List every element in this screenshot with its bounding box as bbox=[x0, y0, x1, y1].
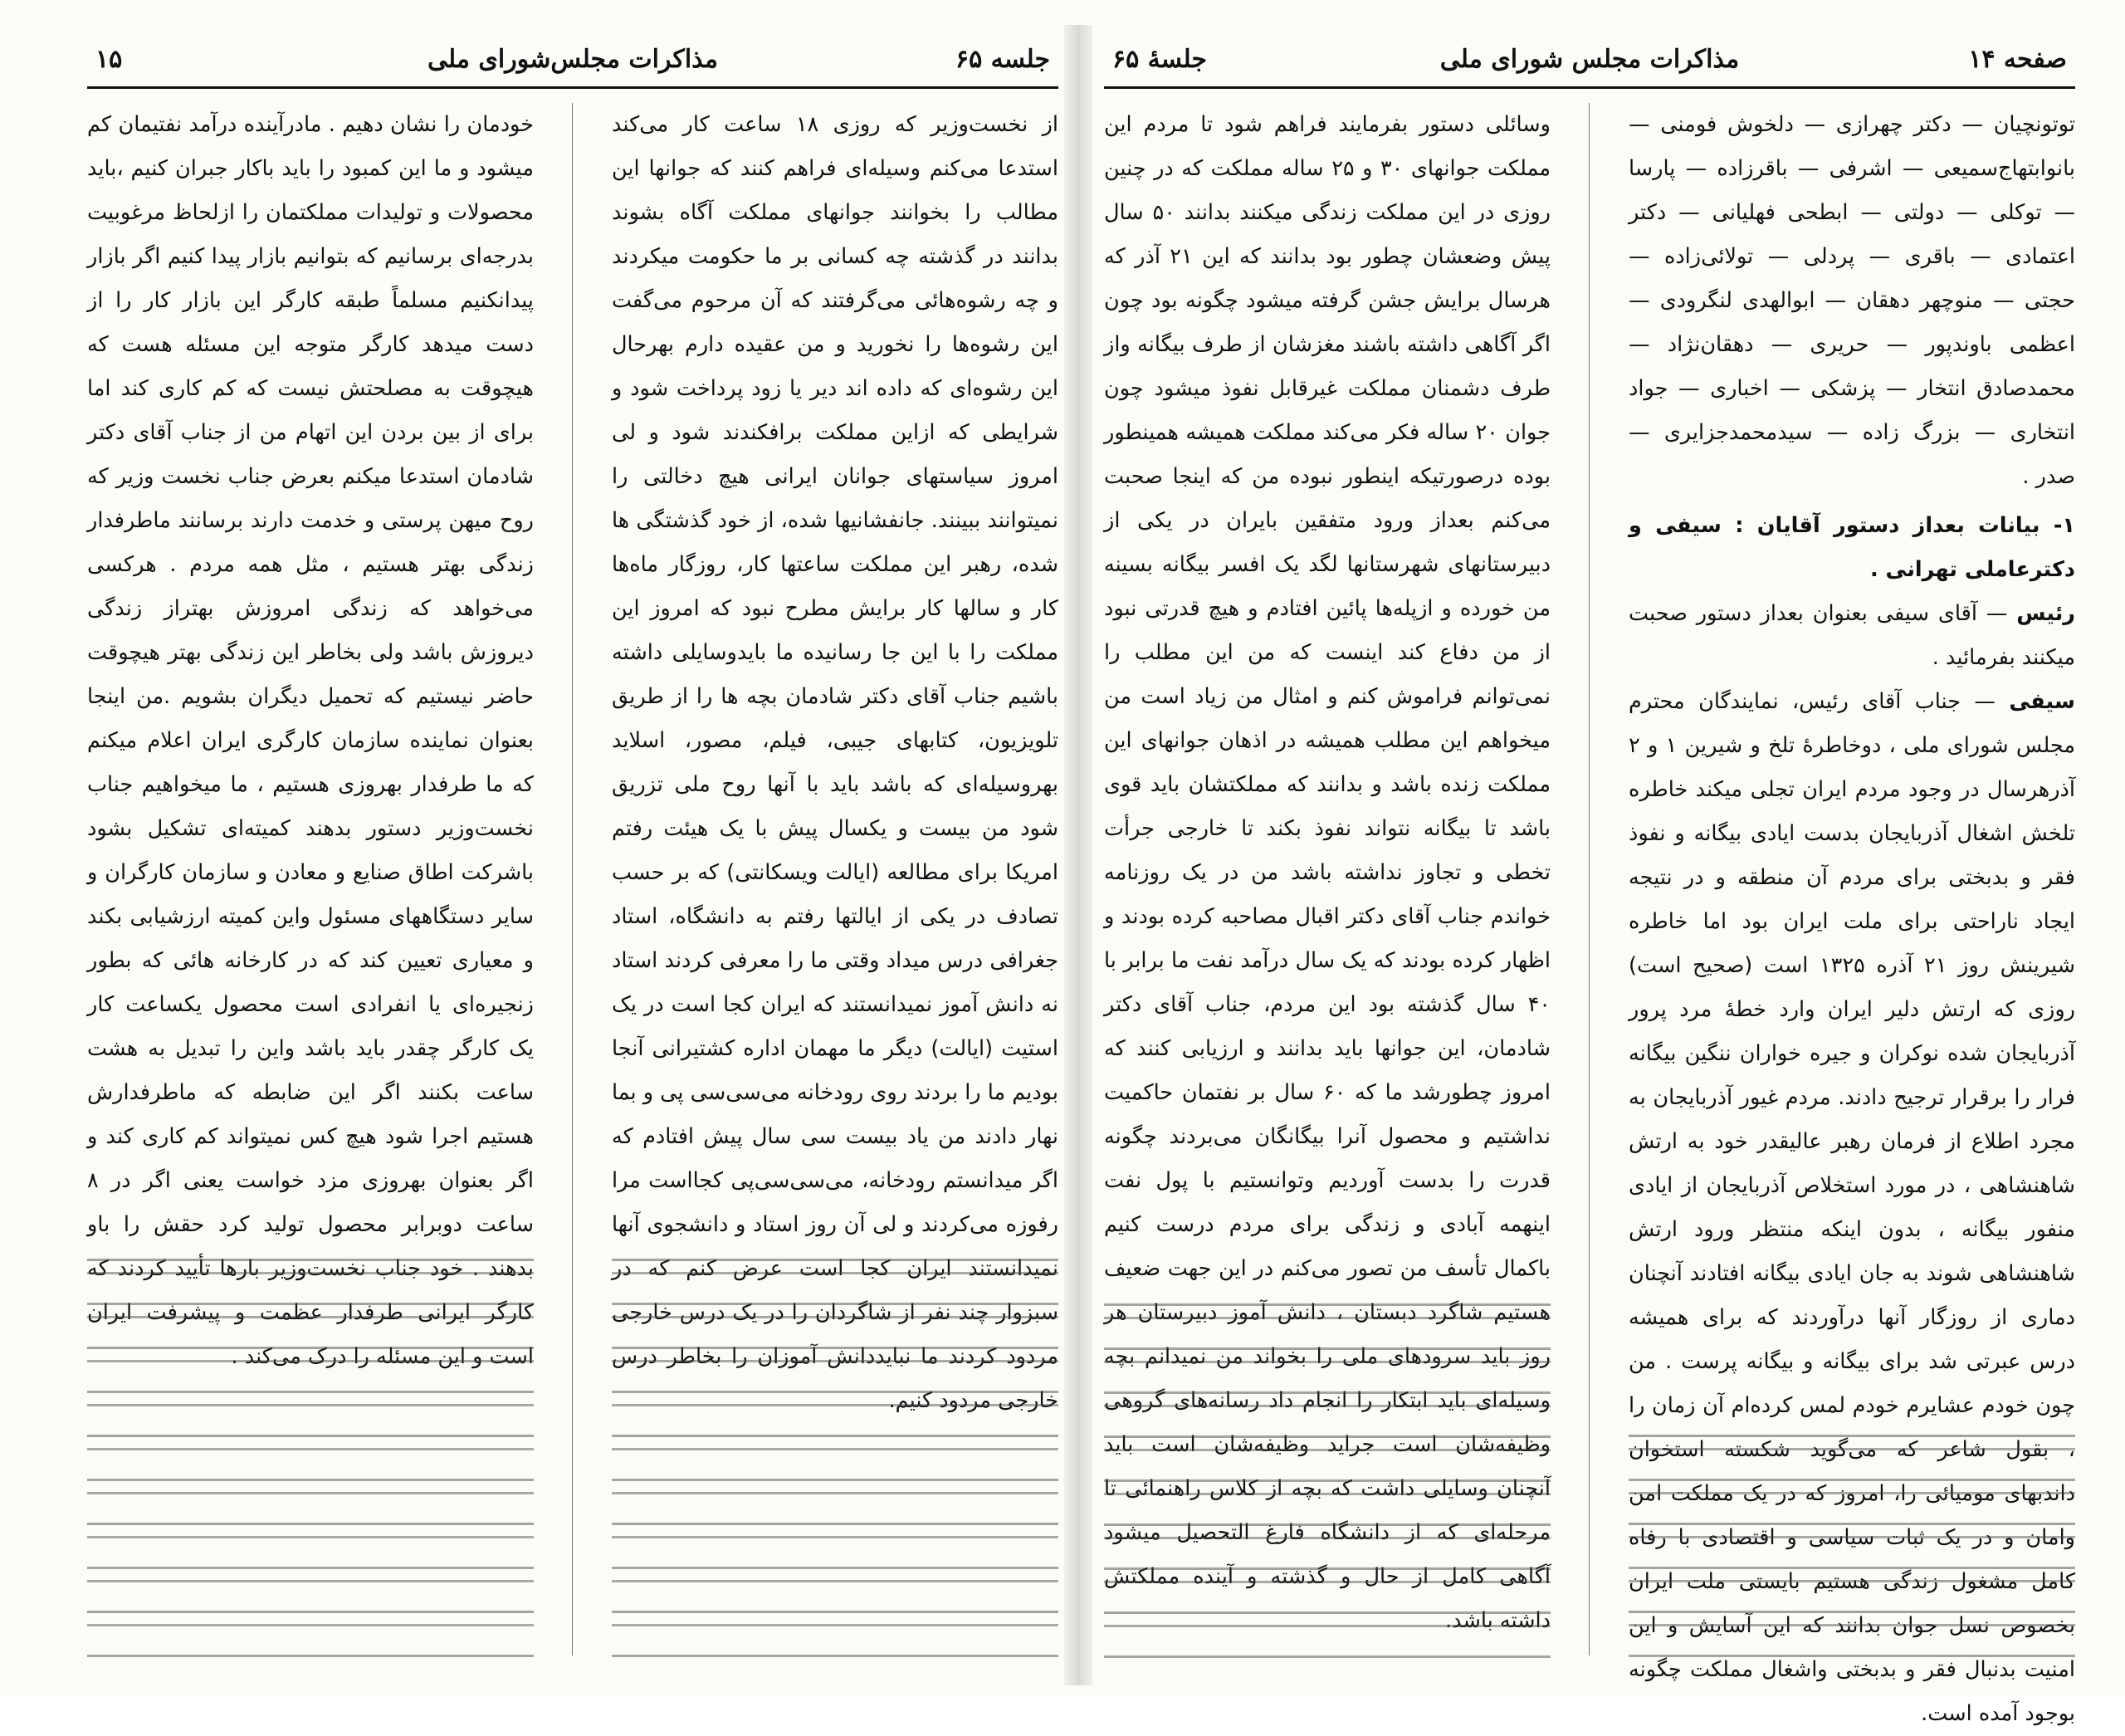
text-paragraph: وسائلی دستور بفرمایند فراهم شود تا مردم این مملکت جوانهای ۳۰ و ۲۵ ساله مملکت که در چنین روزی در این مملکت زندگی میکنند بدانند ۵۰ سال پیش وضعشان چطور بود بدانند که این ۲۱ آذر که هرسال برایش جشن گرفته میشود چگونه بود چون اگر آگاهی داشته باشند مغزشان از طرف بیگانه واز طرف دشمنان مملکت غیرقابل نفوذ میشود چون جوان ۲۰ ساله فکر می‌کند مملکت همیشه همینطور بوده درصورتیکه اینطور نبوده من که اینجا صحبت می‌کنم بعداز ورود متفقین بایران در یکی از دبیرستانهای شهرستانها لگد یک افسر بیگانه بسینه من خورده و ازپله‌ها پائین افتادم و هیچ قدرتی نبود از من دفاع کند اینست که من این مطلب را نمی‌توانم فراموش کنم و امثال من زیاد است من میخواهم این مطلب همیشه در اذهان جوانهای این مملکت زنده باشد و بدانند که مملکتشان باید قوی باشد تا بیگانه نتواند نفوذ بکند تا خارجی جرأت تخطی و تجاوز نداشته باشد من در یک روزنامه خواندم جناب آقای دکتر اقبال مصاحبه کرده بودند و اظهار کرده بودند که یک سال درآمد نفت ما برابر با ۴۰ سال گذشته بود این مردم، جناب آقای دکتر شادمان، این جوانها باید بدانند و ارزیابی کنند که امروز چطورشد ما که ۶۰ سال بر نفتمان حاکمیت نداشتیم و محصول آنرا بیگانگان می‌بردند چگونه قدرت را بدست آوردیم وتوانستیم با پول نفت اینهمه آبادی و زندگی برای مردم درست کنیم باکمال تأسف من تصور می‌کنم در این جهت ضعیف هستیم شاگرد دبستان ، دانش آموز دبیرستان هر روز باید سرودهای ملی را بخواند من نمیدانم بچه وسیله‌ای باید ابتکار را انجام داد رسانه‌های گروهی وظیفه‌شان است جراید وظیفه‌شان است باید آنچنان وسایلی داشت که بچه از کلاس راهنمائی تا مرحله‌ای که از دانشگاه فارغ التحصیل میشود آگاهی کامل از حال و گذشته و آینده مملکتش داشته باشد. bbox=[1104, 112, 1551, 1633]
left-page-title: مذاکرات مجلس‌شورای ملی bbox=[427, 45, 718, 74]
speaker-name: سیفی bbox=[2009, 689, 2075, 714]
speech-paragraph bbox=[1629, 592, 2075, 680]
speech-text: — جناب آقای رئیس، نمایندگان محترم مجلس شورای ملی ، دوخاطرهٔ تلخ و شیرین ۱ و ۲ آذرهرسال در وجود مردم ایران تجلی میکند خاطره تلخش اشغال آذربایجان بدست ایادی بیگانه و نفوذ فقر و بدبختی برای مردم آن منطقه و در نتیجه ایجاد ناراحتی برای ملت ایران بود اما خاطره شیرینش روز ۲۱ آذره ۱۳۲۵ است (صحیح است) روزی که ارتش دلیر ایران وارد خطهٔ مرد پرور آذربایجان شده نوکران و جیره خواران ننگین بیگانه فرار را برقرار ترجیح دادند. مردم غیور آذربایجان به مجرد اطلاع از فرمان رهبر عالیقدر خود به ارتش شاهنشاهی ، در مورد استخلاص آذربایجان از ایادی منفور بیگانه ، بدون اینکه منتظر ورود ارتش شاهنشاهی شوند به جان ایادی بیگانه افتادند آنچنان دماری از روزگار آنها درآوردند که برای همیشه درس عبرتی شد برای بیگانه و بیگانه پرست . من چون خودم عشایرم خودم لمس کرده‌ام آن زمان را ، بقول شاعر که می‌گوید شکسته استخوان داندبهای مومیائی را، امروز که در یک مملکت امن وامان و در یک ثبات سیاسی و اقتصادی با رفاه کامل مشغول زندگی هستیم بایستی ملت ایران بخصوص نسل جوان بدانند که این آسایش و این امنیت بدنبال فقر و بدبختی واشغال مملکت چگونه بوجود آمده است. bbox=[1629, 689, 2076, 1726]
speech-text: — آقای سیفی بعنوان بعداز دستور صحبت میکنند بفرمائید . bbox=[1629, 601, 2075, 670]
right-page-number: صفحه ۱۴ bbox=[1968, 45, 2067, 74]
left-page-number: ۱۵ bbox=[95, 45, 123, 74]
blurred-text-lines bbox=[1104, 1292, 1551, 1662]
right-session-label: جلسهٔ ۶۵ bbox=[1112, 45, 1208, 74]
right-page bbox=[1104, 33, 2076, 1726]
left-page bbox=[87, 33, 1058, 1677]
left-page-column-right bbox=[612, 103, 1058, 1664]
left-running-head bbox=[87, 33, 1058, 89]
book-gutter bbox=[1064, 25, 1092, 1685]
right-page-column-left bbox=[1104, 103, 1551, 1664]
speaker-name: رئیس bbox=[2016, 601, 2075, 626]
right-running-head bbox=[1104, 33, 2075, 89]
right-page-column-right bbox=[1629, 103, 2076, 1726]
left-session-label: جلسه ۶۵ bbox=[955, 45, 1050, 74]
left-page-column-left bbox=[87, 103, 534, 1664]
column-divider bbox=[1589, 103, 1590, 1655]
right-page-title: مذاکرات مجلس شورای ملی bbox=[1439, 45, 1740, 74]
attendance-list: توتونچیان — دکتر چهرازی — دلخوش فومنی — بانوابتهاج‌سمیعی — اشرفی — باقرزاده — پارسا — توکلی — دولتی — ابطحی فهلیانی — دکتر اعتمادی — باقری — پردلی — تولائی‌زاده — حجتی — منوچهر دهقان — ابوالهدی لنگرودی — اعظمی باوندپور — حریری — دهقان‌نژاد — محمدصادق انتخار — پزشکی — اخباری — جواد انتخاری — بزرگ زاده — سیدمحمدجزایری — صدر . bbox=[1629, 112, 2075, 489]
agenda-item-heading: ۱- بیانات بعداز دستور آقایان : سیفی و دکترعاملی تهرانی . bbox=[1629, 513, 2075, 582]
column-divider bbox=[572, 103, 573, 1655]
blurred-text-lines bbox=[612, 1247, 1058, 1662]
blurred-text-lines bbox=[1629, 1423, 2075, 1664]
blurred-text-lines bbox=[87, 1247, 534, 1662]
text-paragraph: از نخست‌وزیر که روزی ۱۸ ساعت کار می‌کند استدعا می‌کنم وسیله‌ای فراهم کنند که جوانها این مطالب را بخوانند جوانهای مملکت آگاه بشوند بدانند در گذشته چه کسانی بر ما حکومت میکردند و چه رشوه‌هائی می‌گرفتند که آن مرحوم می‌گفت این رشوه‌ها را نخورید و من عقیده دارم بهرحال این رشوه‌ای که داده اند دیر یا زود پرداخت شود و شرایطی که ازاین مملکت برافکندند شود و لی امروز سیاستهای جوانان ایرانی هیچ دخالتی را نمیتوانند ببینند. جانفشانیها شده، از خود گذشتگی ها شده، رهبر این مملکت ساعتها کار، روزگار ماه‌ها کار و سالها کار برایش مطرح نبود که امروز این مملکت را با این جا رسانیده ما بایدوسایلی داشته باشیم جناب آقای دکتر شادمان بچه ها را از طریق تلویزیون، کتابهای جیبی، فیلم، مصور، اسلاید بهروسیله‌ای که باشد باید با آنها روح ملی تزریق شود من بیست و یکسال پیش با یک هیئت رفتم امریکا برای مطالعه (ایالت ویسکانتی) که بر حسب تصادف در یکی از ایالتها رفتم به دانشگاه، استاد جغرافی درس میداد وقتی ما را معرفی کردند استاد نه دانش آموز نمیدانستند که ایران کجا است در یک استیت (ایالت) دیگر ما مهمان اداره کشتیرانی آنجا بودیم ما را بردند روی رودخانه می‌سی‌سی پی و بما نهار دادند من یاد بیست سی سال پیش افتادم که اگر میدانستم رودخانه، می‌سی‌سی‌پی کجااست مرا رفوزه می‌کردند و لی آن روز استاد و دانشجوی آنها نمیدانستند ایران کجا است عرض کنم که در سبزوار چند نفر از شاگردان را در یک درس خارجی مردود کردند ما نبایددانش آموزان را بخاطر درس خارجی مردود کنیم. bbox=[612, 112, 1058, 1413]
text-paragraph: خودمان را نشان دهیم . مادرآینده درآمد نفتیمان کم میشود و ما این کمبود را باید باکار جبران کنیم ،باید محصولات و تولیدات مملکتمان را ازلحاظ مرغوبیت بدرجه‌ای برسانیم که بتوانیم بازار پیدا کنیم اگر بازار پیدانکنیم مسلماً طبقه کارگر این بازار کار را از دست میدهد کارگر متوجه این مسئله هست که هیچوقت به مصلحتش نیست که کم کاری کند اما برای از بین بردن این اتهام من از جناب آقای دکتر شادمان استدعا میکنم بعرض جناب نخست وزیر که روح میهن پرستی و خدمت دارند برسانند ماطرفدار زندگی بهتر هستیم ، مثل همه مردم . هرکسی می‌خواهد که زندگی امروزش بهتراز زندگی دیروزش باشد ولی بخاطر این زندگی بهتر هیچوقت حاضر نیستیم که تحمیل دیگران بشویم .من اینجا بعنوان نماینده سازمان کارگری ایران اعلام میکنم که ما طرفدار بهروزی هستیم ، ما میخواهیم جناب نخست‌وزیر دستور بدهند کمیته‌ای تشکیل بشود باشرکت اطاق صنایع و معادن و سازمان کارگران و سایر دستگاههای مسئول واین کمیته ارزشیابی بکند و معیاری تعیین کند که در کارخانه هائی که بطور زنجیره‌ای یا انفرادی است محصول یکساعت کار یک کارگر چقدر باید باشد واین را تبدیل به هشت ساعت بکنند اگر این ضابطه که ماطرفدارش هستیم اجرا شود هیچ کس نمیتواند کم کاری کند و اگر بعنوان بهروزی مزد خواست یعنی اگر در ۸ ساعت دوبرابر محصول تولید کرد حقش را باو بدهند . خود جناب نخست‌وزیر بارها تأیید کردند که کارگر ایرانی طرفدار عظمت و پیشرفت ایران است و این مسئله را درک می‌کند . bbox=[87, 112, 534, 1369]
